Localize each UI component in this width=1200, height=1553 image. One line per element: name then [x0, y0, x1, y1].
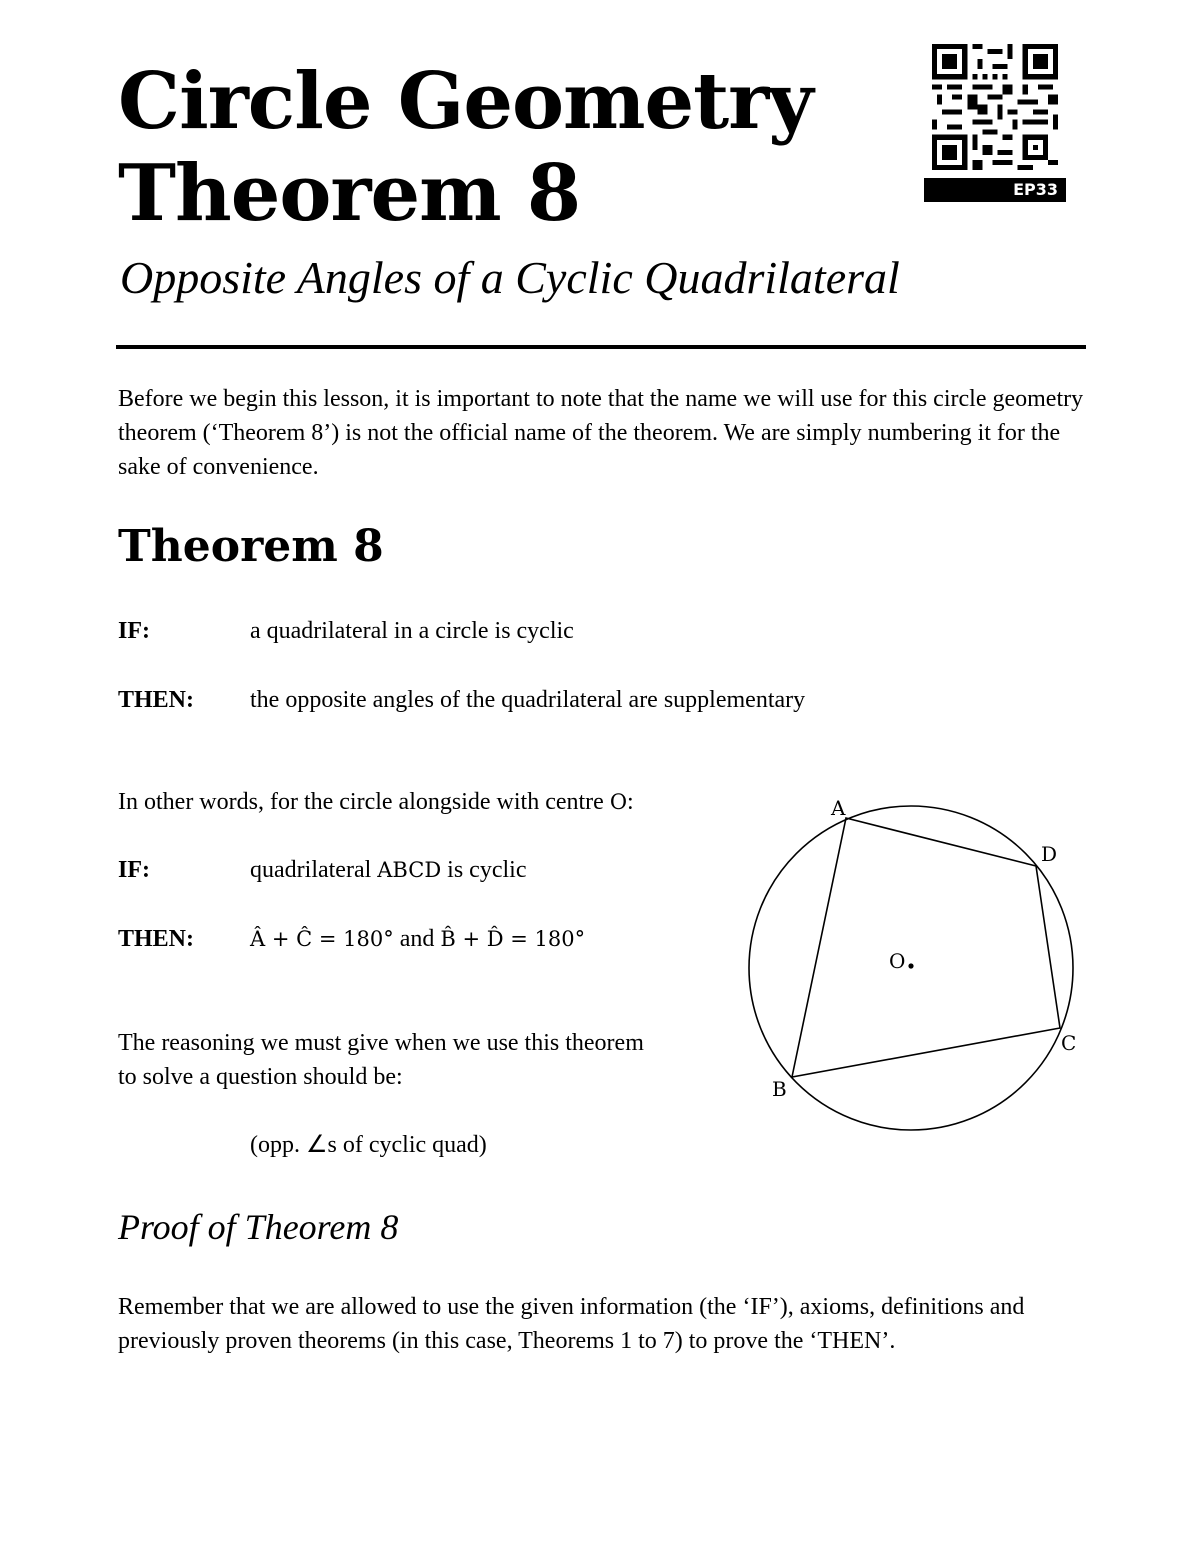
theorem-heading: Theorem 8 [118, 521, 384, 572]
example-if-label: IF: [118, 857, 150, 883]
example-then-text [250, 922, 585, 956]
centre-label-o: O [889, 949, 906, 973]
reasoning-intro: The reasoning we must give when we use this theorem to solve a question should be: [118, 1030, 644, 1090]
example-if-post: is cyclic [447, 857, 527, 883]
then-label: THEN: [118, 687, 195, 713]
episode-badge: EP33 [924, 178, 1066, 202]
quad-name: ABCD [377, 858, 442, 882]
vertex-label-a: A [831, 796, 846, 820]
example-if-pre: quadrilateral [250, 857, 372, 883]
angle-equation-1: Â + Ĉ = 180° [250, 927, 394, 951]
angle-equation-2: B̂ + D̂ = 180° [440, 927, 586, 951]
theorem-then-row [118, 683, 918, 717]
example-if-text [250, 853, 526, 887]
theorem-if-row [118, 614, 918, 648]
title-line-2: Theorem 8 [118, 148, 581, 239]
cyclic-quadrilateral-diagram [730, 790, 1110, 1150]
page-subtitle: Opposite Angles of a Cyclic Quadrilateral [120, 252, 900, 303]
and-word: and [399, 926, 435, 952]
quadrilateral-abcd [792, 818, 1060, 1077]
proof-paragraph: Remember that we are allowed to use the given information (the ‘IF’), axioms, definitions and previously proven theorems (in this case, Theorems 1 to 7) to prove the ‘THEN’. [118, 1294, 1025, 1354]
qr-code[interactable] [932, 44, 1058, 170]
then-text: the opposite angles of the quadrilateral are supplementary [250, 687, 806, 713]
example-then-label: THEN: [118, 926, 195, 952]
vertex-label-c: C [1061, 1031, 1077, 1055]
vertex-label-b: B [772, 1077, 787, 1101]
reasoning-code: (opp. ∠s of cyclic quad) [250, 1132, 487, 1158]
example-lead-colon: : [627, 789, 634, 815]
title-divider [116, 345, 1086, 349]
vertex-label-d: D [1041, 842, 1058, 866]
example-lead-text: In other words, for the circle alongside with centre [118, 789, 604, 815]
centre-label: O [609, 790, 628, 814]
centre-point [908, 963, 913, 968]
intro-paragraph: Before we begin this lesson, it is important to note that the name we will use for this circle geometry theorem (‘Theorem 8’) is not the official name of the theorem. We are simply numbering it for the sake of convenience. [118, 386, 1084, 480]
title-line-1: Circle Geometry [118, 56, 813, 147]
if-text: a quadrilateral in a circle is cyclic [250, 618, 574, 644]
page-title [118, 56, 898, 240]
if-label: IF: [118, 618, 150, 644]
proof-heading: Proof of Theorem 8 [118, 1207, 399, 1247]
